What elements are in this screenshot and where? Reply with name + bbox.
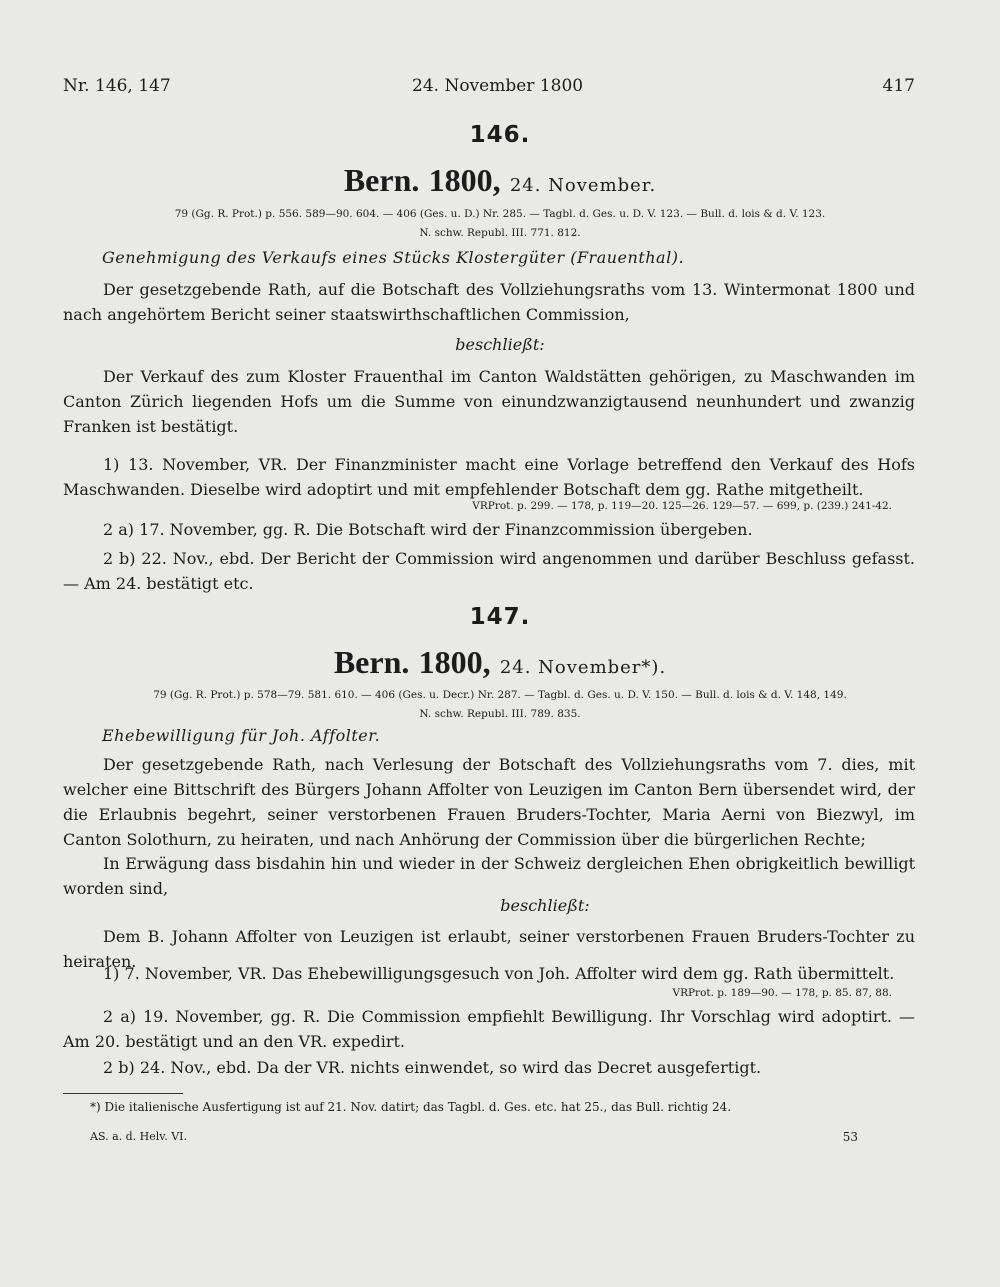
doc-147-note-2b: 2 b) 24. Nov., ebd. Da der VR. nichts einwendet, so wird das Decret ausgefertigt. [103, 1058, 762, 1077]
doc-146-note-1: 1) 13. November, VR. Der Finanzminister macht eine Vorlage betreffend den Verkauf des Hofs Maschwanden. Dieselbe wird adoptirt und mit empfehlender Botschaft dem gg. Rathe mitgetheilt. [63, 455, 915, 499]
doc-146-year: 1800, [428, 162, 501, 198]
doc-146-note-2a: 2 a) 17. November, gg. R. Die Botschaft wird der Finanzcommission übergeben. [103, 520, 753, 539]
doc-147-consideration: In Erwägung dass bisdahin hin und wieder in der Schweiz dergleichen Ehen obrigkeitlich bewilligt worden sind, [63, 854, 915, 898]
doc-147-place: Bern. [333, 644, 410, 680]
doc-147-sources [100, 686, 900, 724]
doc-146-decision: Der Verkauf des zum Kloster Frauenthal im Canton Waldstätten gehörigen, zu Maschwanden im Canton Zürich liegenden Hofs um die Summe von einundzwanzigtausend neunhundert und zwanzig Franken ist bestätigt. [63, 367, 915, 436]
footer-volume-signature: AS. a. d. Helv. VI. [90, 1130, 187, 1143]
footnote-rule [63, 1093, 183, 1094]
doc-147-intro: Der gesetzgebende Rath, nach Verlesung der Botschaft des Vollziehungsraths vom 7. dies, mit welcher eine Bittschrift des Bürgers Johann Affolter von Leuzigen im Canton Bern übersendet wird, der die Erlaubnis begehrt, seiner verstorbenen Frauen Bruders-Tochter, Maria Aerni von Biezwyl, im Canton Solothurn, zu heiraten, und nach Anhörung der Commission über die bürgerlichen Rechte; [63, 755, 915, 849]
doc-147-note-1: 1) 7. November, VR. Das Ehebewilligungsgesuch von Joh. Affolter wird dem gg. Rath übermittelt. [103, 964, 895, 983]
doc-146-place: Bern. [343, 162, 420, 198]
doc-147-resolves: beschließt: [500, 896, 590, 915]
doc-146-resolves: beschließt: [455, 335, 545, 354]
doc-146-subject: Genehmigung des Verkaufs eines Stücks Klostergüter (Frauenthal). [102, 248, 685, 267]
doc-147-note-1-reference: VRProt. p. 189—90. — 178, p. 85. 87, 88. [672, 987, 892, 999]
doc-146-note-1-reference: VRProt. p. 299. — 178, p. 119—20. 125—26. 129—57. — 699, p. (239.) 241-42. [472, 500, 892, 512]
doc-146-title [0, 162, 1000, 199]
doc-146-sources [100, 205, 900, 243]
footnote: *) Die italienische Ausfertigung ist auf 21. Nov. datirt; das Tagbl. d. Ges. etc. hat 25., das Bull. richtig 24. [90, 1100, 732, 1114]
doc-147-decision: Dem B. Johann Affolter von Leuzigen ist erlaubt, seiner verstorbenen Frauen Bruders-Tochter zu heiraten. [63, 927, 915, 971]
doc-146-note-2b: 2 b) 22. Nov., ebd. Der Bericht der Commission wird angenommen und darüber Beschluss gefasst. — Am 24. bestätigt etc. [63, 549, 915, 593]
doc-146-number: 146. [469, 122, 531, 148]
page-number: 417 [882, 76, 915, 96]
doc-147-sources-line1: 79 (Gg. R. Prot.) p. 578—79. 581. 610. — 406 (Ges. u. Decr.) Nr. 287. — Tagbl. d. Ges. u. D. V. 150. — Bull. d. lois & d. V. 148, 149. [153, 689, 847, 701]
doc-147-date: 24. November*). [499, 657, 667, 678]
doc-147-title [0, 644, 1000, 681]
doc-147-number: 147. [469, 604, 531, 630]
doc-146-sources-line1: 79 (Gg. R. Prot.) p. 556. 589—90. 604. — 406 (Ges. u. D.) Nr. 285. — Tagbl. d. Ges. u. D. V. 123. — Bull. d. lois & d. V. 123. [174, 208, 826, 220]
doc-147-year: 1800, [418, 644, 491, 680]
footer-sheet-number: 53 [842, 1130, 858, 1144]
running-head-date: 24. November 1800 [412, 76, 584, 96]
running-head-doc-numbers: Nr. 146, 147 [63, 76, 171, 96]
doc-147-note-2a: 2 a) 19. November, gg. R. Die Commission empfiehlt Bewilligung. Ihr Vorschlag wird adoptirt. — Am 20. bestätigt und an den VR. expedirt. [63, 1007, 915, 1051]
doc-147-subject: Ehebewilligung für Joh. Affolter. [102, 726, 381, 745]
doc-146-sources-line2: N. schw. Republ. III. 771. 812. [419, 227, 581, 239]
doc-146-intro: Der gesetzgebende Rath, auf die Botschaft des Vollziehungsraths vom 13. Wintermonat 1800 und nach angehörtem Bericht seiner staatswirthschaftlichen Commission, [63, 280, 915, 324]
doc-147-sources-line2: N. schw. Republ. III. 789. 835. [419, 708, 581, 720]
doc-146-date: 24. November. [509, 175, 657, 196]
